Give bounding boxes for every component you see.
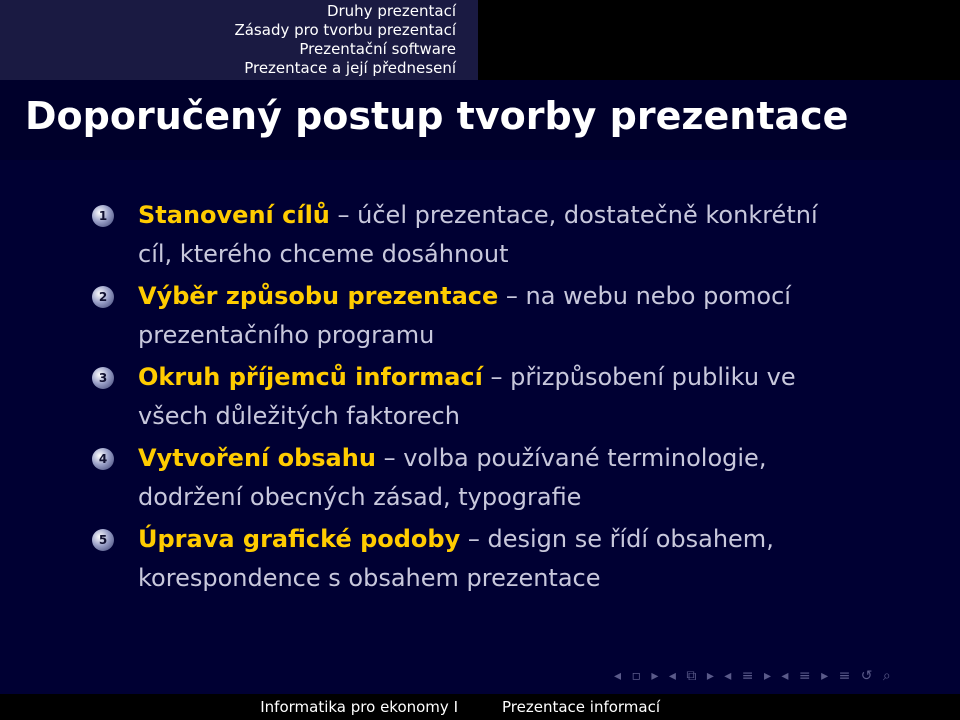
item-term: Okruh příjemců informací xyxy=(138,363,483,391)
item-text: – na webu nebo pomocí prezentačního programu xyxy=(138,282,791,349)
enumerated-list xyxy=(92,196,852,601)
item-number-ball: 2 xyxy=(92,286,114,308)
item-term: Úprava grafické podoby xyxy=(138,525,461,553)
section-navigation xyxy=(0,0,478,80)
item-number-ball: 1 xyxy=(92,205,114,227)
frame-title-bar xyxy=(0,80,960,160)
footline xyxy=(0,694,960,720)
footer-course-title: Informatika pro ekonomy I xyxy=(0,694,478,720)
nav-section-2[interactable]: Zásady pro tvorbu prezentací xyxy=(234,21,456,39)
item-text: – design se řídí obsahem, korespondence s obsahem prezentace xyxy=(138,525,774,592)
item-number-ball: 5 xyxy=(92,529,114,551)
item-text: – účel prezentace, dostatečně konkrétní cíl, kterého chceme dosáhnout xyxy=(138,201,818,268)
list-item xyxy=(92,196,852,274)
item-term: Stanovení cílů xyxy=(138,201,330,229)
item-number-ball: 3 xyxy=(92,367,114,389)
headline-bar xyxy=(0,0,960,80)
item-term: Výběr způsobu prezentace xyxy=(138,282,499,310)
list-item xyxy=(92,520,852,598)
beamer-navigation-icons[interactable]: ◂ ▫ ▸ ◂ ⧉ ▸ ◂ ≡ ▸ ◂ ≡ ▸ ≡ ↺ ⌕ xyxy=(614,668,894,684)
list-item xyxy=(92,358,852,436)
list-item xyxy=(92,439,852,517)
item-text: – přizpůsobení publiku ve všech důležitých faktorech xyxy=(138,363,796,430)
nav-section-4[interactable]: Prezentace a její přednesení xyxy=(244,59,456,77)
frame-title: Doporučený postup tvorby prezentace xyxy=(25,94,849,138)
nav-section-3[interactable]: Prezentační software xyxy=(299,40,456,58)
list-item xyxy=(92,277,852,355)
nav-section-1[interactable]: Druhy prezentací xyxy=(326,2,456,20)
item-text: – volba používané terminologie, dodržení obecných zásad, typografie xyxy=(138,444,767,511)
item-term: Vytvoření obsahu xyxy=(138,444,376,472)
item-number-ball: 4 xyxy=(92,448,114,470)
footer-lecture-title: Prezentace informací xyxy=(478,694,960,720)
